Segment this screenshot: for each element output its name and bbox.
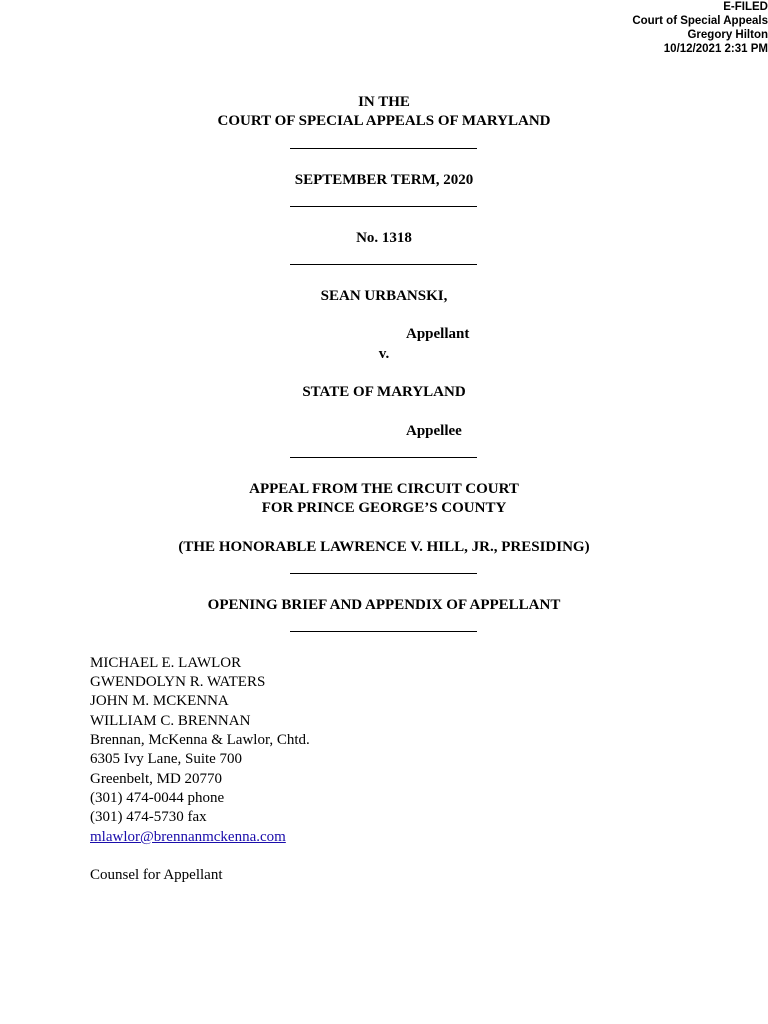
appeal-line2: FOR PRINCE GEORGE’S COUNTY <box>261 500 507 516</box>
address-street: 6305 Ivy Lane, Suite 700 <box>90 751 243 767</box>
brief-title: OPENING BRIEF AND APPENDIX OF APPELLANT <box>207 597 561 613</box>
stamp-court: Court of Special Appeals <box>632 15 768 27</box>
court-name: COURT OF SPECIAL APPEALS OF MARYLAND <box>217 113 551 129</box>
firm-name: Brennan, McKenna & Lawlor, Chtd. <box>90 732 310 748</box>
efiled-stamp <box>632 0 768 56</box>
divider-rule <box>290 148 477 149</box>
stamp-clerk: Gregory Hilton <box>687 29 768 41</box>
case-number: No. 1318 <box>356 230 412 246</box>
term: SEPTEMBER TERM, 2020 <box>294 172 474 188</box>
phone-number: (301) 474-0044 phone <box>90 790 225 806</box>
counsel-name: MICHAEL E. LAWLOR <box>90 655 242 671</box>
court-intro: IN THE <box>358 94 410 110</box>
address-city: Greenbelt, MD 20770 <box>90 771 223 787</box>
appellant-role: Appellant <box>406 326 470 342</box>
fax-number: (301) 474-5730 fax <box>90 809 207 825</box>
divider-rule <box>290 264 477 265</box>
counsel-name: JOHN M. MCKENNA <box>90 693 229 709</box>
versus: v. <box>378 346 390 362</box>
appellant-name: SEAN URBANSKI, <box>320 288 448 304</box>
counsel-signature-line: Counsel for Appellant <box>90 867 223 883</box>
appellee-name: STATE OF MARYLAND <box>302 384 466 400</box>
counsel-name: WILLIAM C. BRENNAN <box>90 713 251 729</box>
presiding-judge: (THE HONORABLE LAWRENCE V. HILL, JR., PRESIDING) <box>178 539 590 555</box>
stamp-title: E-FILED <box>723 1 768 13</box>
divider-rule <box>290 206 477 207</box>
divider-rule <box>290 631 477 632</box>
email-link[interactable]: mlawlor@brennanmckenna.com <box>90 829 286 845</box>
divider-rule <box>290 573 477 574</box>
appellee-role: Appellee <box>406 423 462 439</box>
divider-rule <box>290 457 477 458</box>
counsel-name: GWENDOLYN R. WATERS <box>90 674 266 690</box>
appeal-line1: APPEAL FROM THE CIRCUIT COURT <box>249 481 519 497</box>
stamp-datetime: 10/12/2021 2:31 PM <box>663 43 768 55</box>
